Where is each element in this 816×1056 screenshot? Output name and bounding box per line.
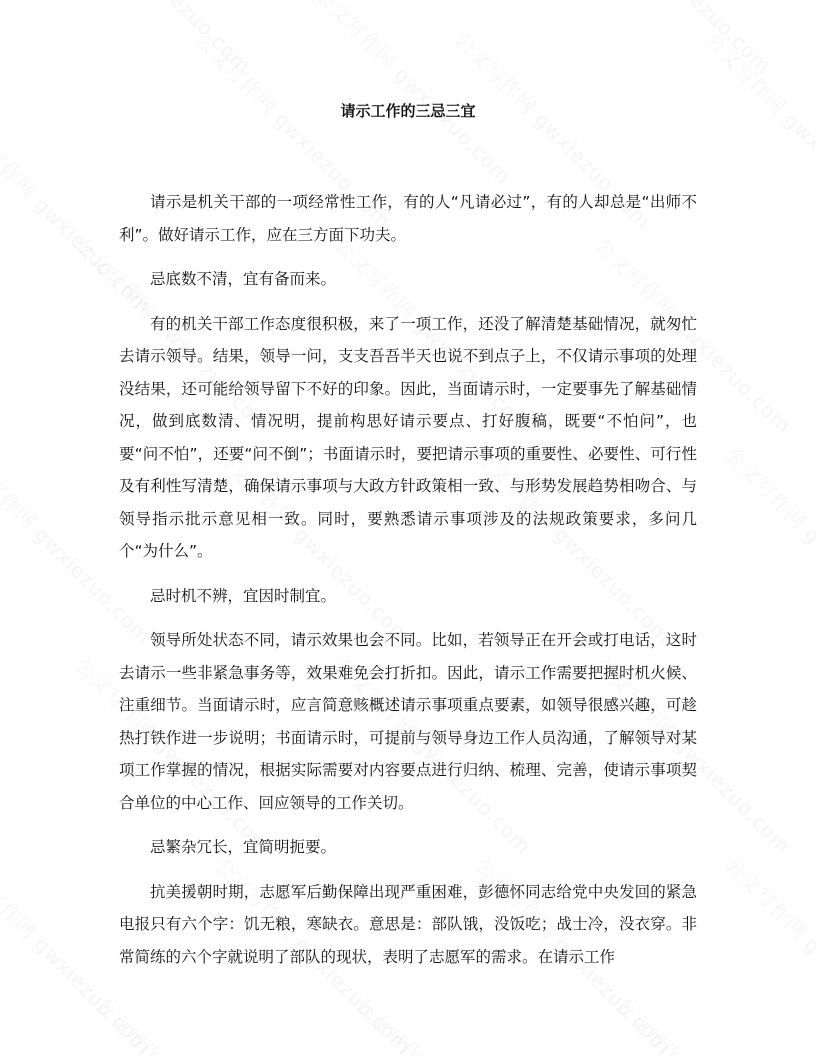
document-title: 请示工作的三忌三宜 bbox=[340, 102, 476, 120]
paragraph-section-3: 抗美援朝时期，志愿军后勤保障出现严重困难，彭德怀同志给党中央发回的紧急电报只有六个字：饥无粮，寒缺衣。意思是：部队饿，没饭吃；战士冷，没衣穿。非常简练的六个字就说明了部队的现状，表明了志愿军的需求。在请示工作 bbox=[119, 882, 697, 966]
section-heading-1: 忌底数不清，宜有备而来。 bbox=[150, 270, 337, 288]
paragraph-intro: 请示是机关干部的一项经常性工作，有的人“凡请必过”，有的人却总是“出师不利”。做好请示工作，应在三方面下功夫。 bbox=[119, 193, 697, 244]
section-heading-2: 忌时机不辨，宜因时制宜。 bbox=[150, 586, 337, 605]
section-heading-3: 忌繁杂冗长，宜简明扼要。 bbox=[150, 838, 337, 856]
paragraph-section-2: 领导所处状态不同，请示效果也会不同。比如，若领导正在开会或打电话，这时去请示一些非紧急事务等，效果难免会打折扣。因此，请示工作需要把握时机火候、注重细节。当面请示时，应言简意赅概述请示事项重点要素，如领导很感兴趣，可趁热打铁作进一步说明；书面请示时，可提前与领导身边工作人员沟通，了解领导对某项工作掌握的情况，根据实际需要对内容要点进行归纳、梳理、完善，使请示事项契合单位的中心工作、回应领导的工作关切。 bbox=[119, 631, 697, 812]
paragraph-section-1: 有的机关干部工作态度很积极，来了一项工作，还没了解清楚基础情况，就匆忙去请示领导。结果，领导一问，支支吾吾半天也说不到点子上，不仅请示事项的处理没结果，还可能给领导留下不好的印象。因此，当面请示时，一定要事先了解基础情况，做到底数清、情况明，提前构思好请示要点、打好腹稿，既要“不怕问”，也要“问不怕”，还要“问不倒”；书面请示时，要把请示事项的重要性、必要性、可行性及有利性写清楚，确保请示事项与大政方针政策相一致、与形势发展趋势相吻合、与领导指示批示意见相一致。同时，要熟悉请示事项涉及的法规政策要求，多问几个“为什么”。 bbox=[119, 314, 697, 560]
document-body bbox=[119, 186, 697, 985]
